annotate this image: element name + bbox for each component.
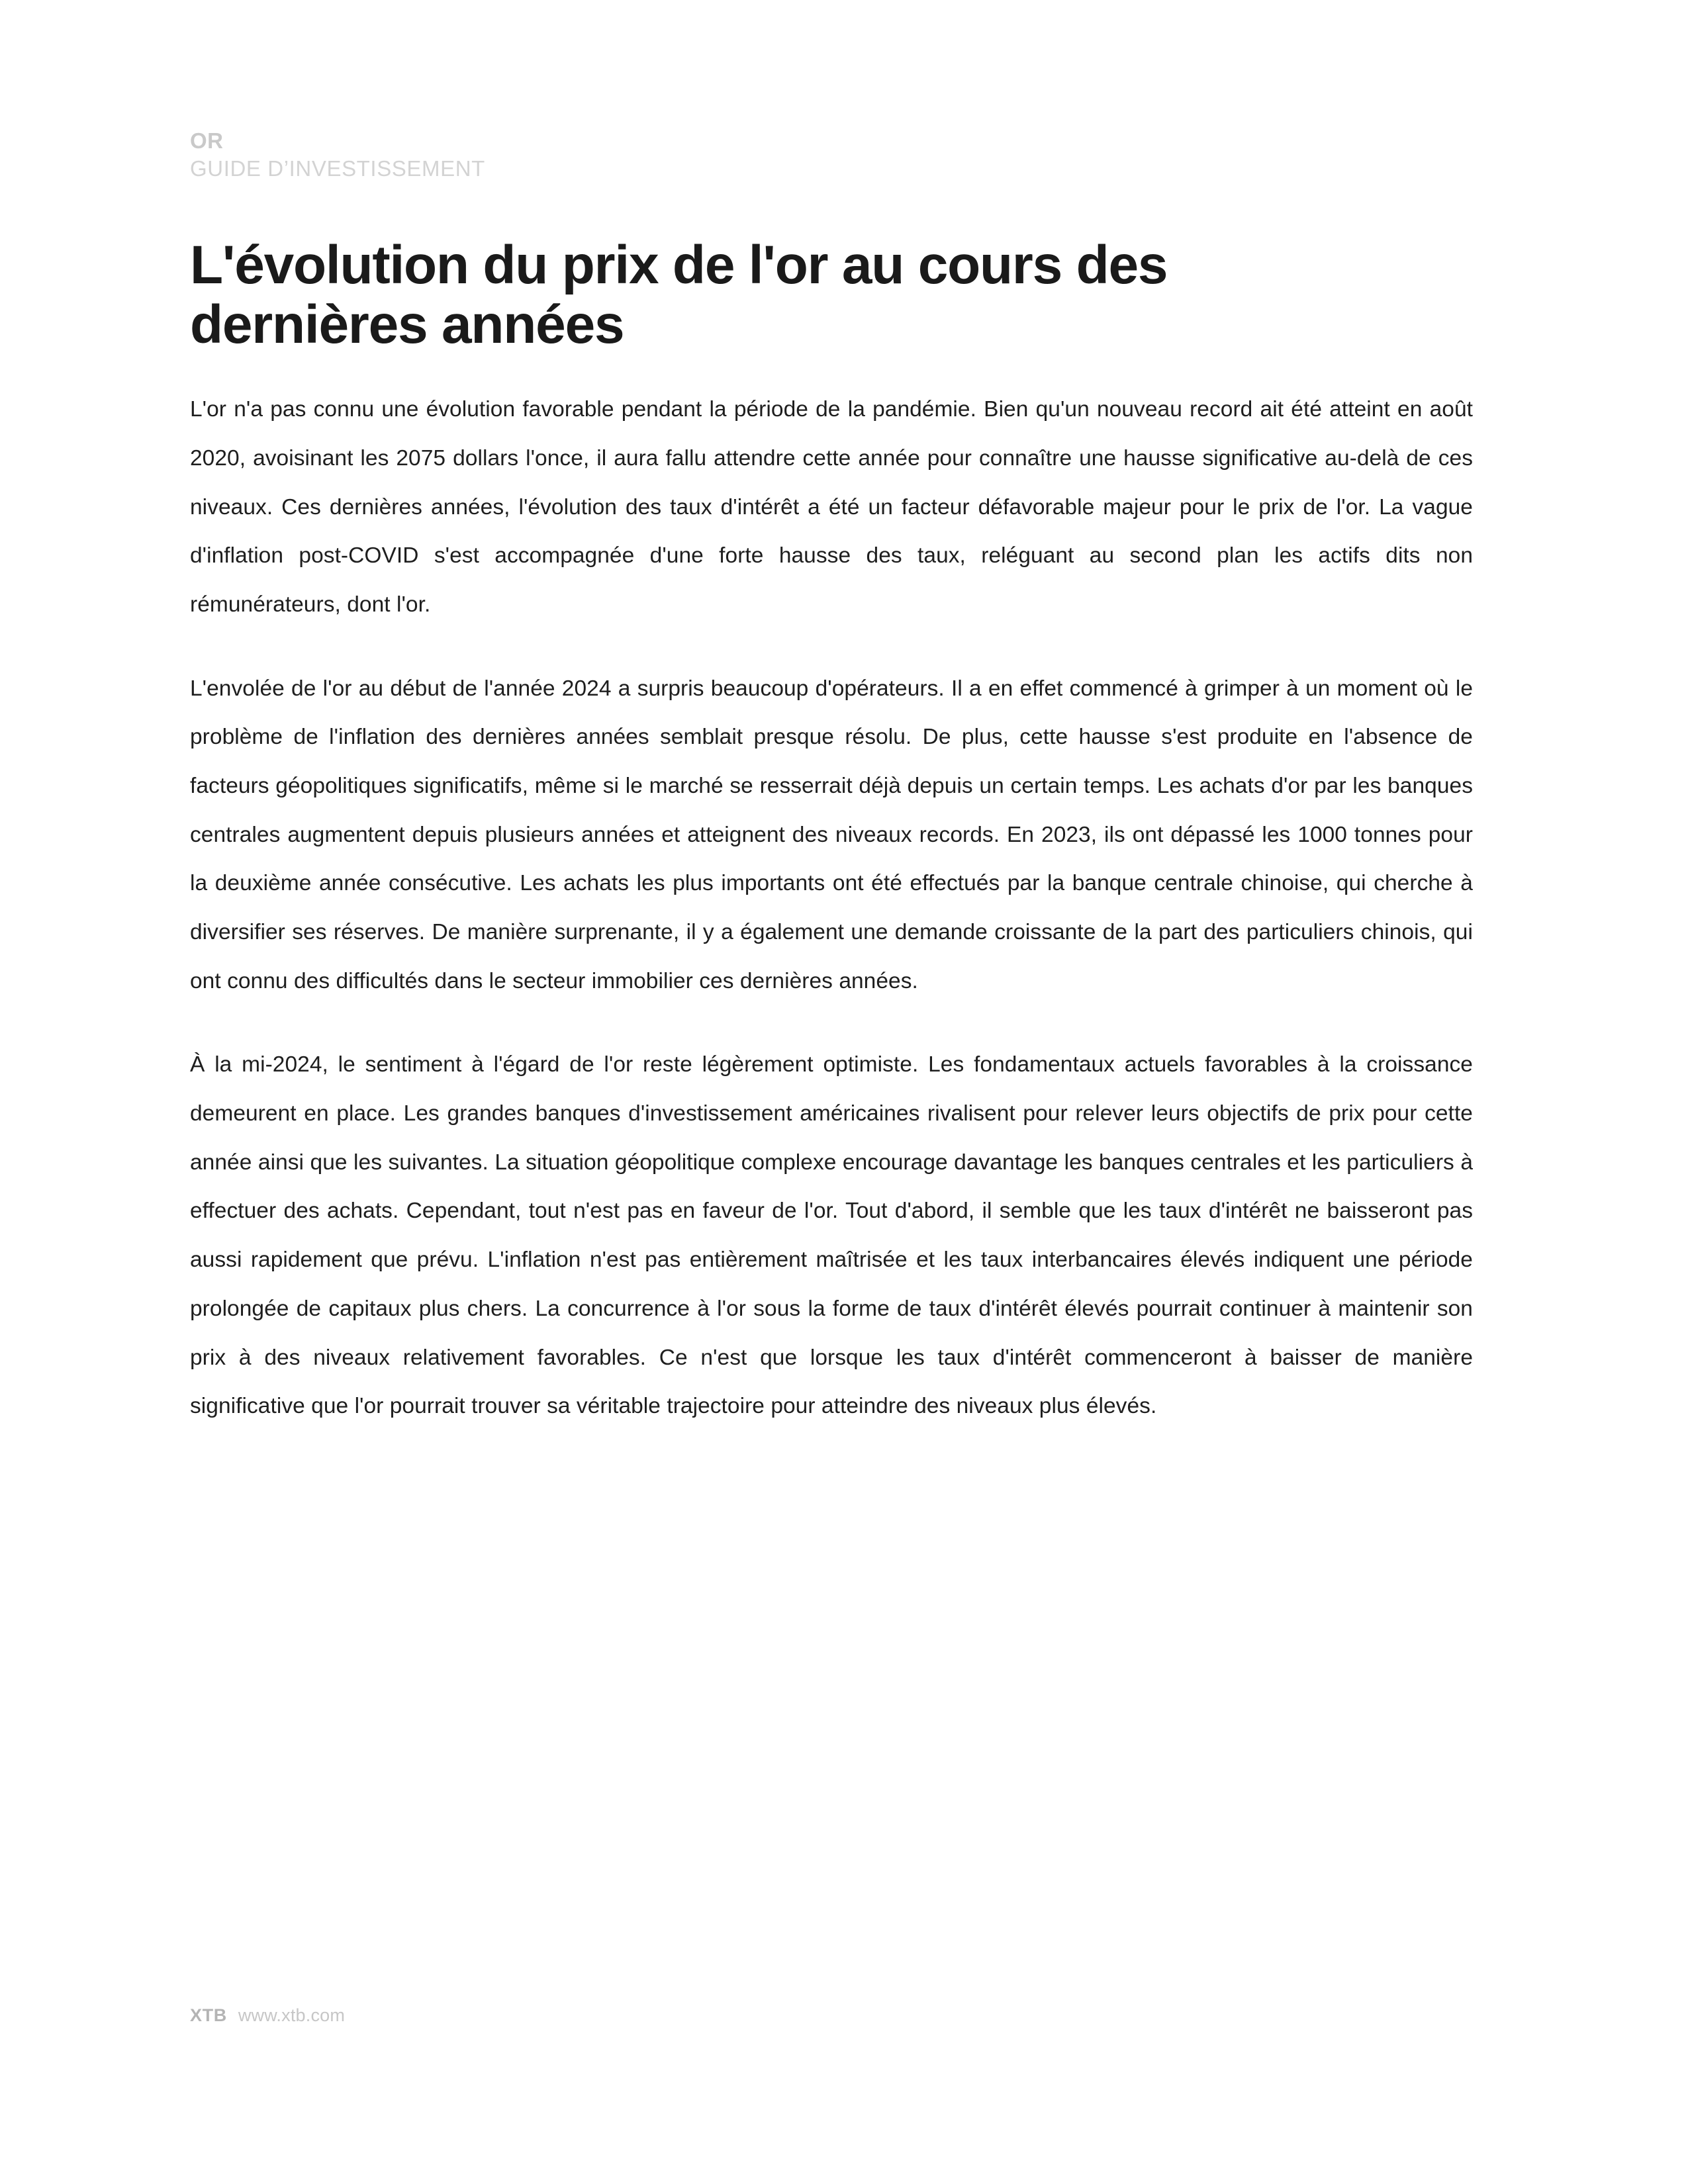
footer-website-url[interactable]: www.xtb.com xyxy=(238,2005,346,2025)
document-kicker xyxy=(190,127,1473,184)
body-paragraph-1: L'or n'a pas connu une évolution favorable pendant la période de la pandémie. Bien qu'un nouveau record ait été atteint en août 2020, avoisinant les 2075 dollars l'once, il aura fallu attendre cette année pour connaître une hausse significative au-delà de ces niveaux. Ces dernières années, l'évolution des taux d'intérêt a été un facteur défavorable majeur pour le prix de l'or. La vague d'inflation post-COVID s'est accompagnée d'une forte hausse des taux, reléguant au second plan les actifs dits non rémunérateurs, dont l'or. xyxy=(190,397,1473,617)
kicker-category: OR xyxy=(190,128,224,153)
article-body xyxy=(190,355,1473,1431)
body-paragraph-2: L'envolée de l'or au début de l'année 2024 a surpris beaucoup d'opérateurs. Il a en effet commencé à grimper à un moment où le problème de l'inflation des dernières années semblait presque résolu. De plus, cette hausse s'est produite en l'absence de facteurs géopolitiques significatifs, même si le marché se resserrait déjà depuis un certain temps. Les achats d'or par les banques centrales augmentent depuis plusieurs années et atteignent des niveaux records. En 2023, ils ont dépassé les 1000 tonnes pour la deuxième année consécutive. Les achats les plus importants ont été effectués par la banque centrale chinoise, qui cherche à diversifier ses réserves. De manière surprenante, il y a également une demande croissante de la part des particuliers chinois, qui ont connu des difficultés dans le secteur immobilier ces dernières années. xyxy=(190,676,1473,993)
body-paragraph-3: À la mi-2024, le sentiment à l'égard de l'or reste légèrement optimiste. Les fondamentaux actuels favorables à la croissance demeurent en place. Les grandes banques d'investissement américaines rivalisent pour relever leurs objectifs de prix pour cette année ainsi que les suivantes. La situation géopolitique complexe encourage davantage les banques centrales et les particuliers à effectuer des achats. Cependant, tout n'est pas en faveur de l'or. Tout d'abord, il semble que les taux d'intérêt ne baisseront pas aussi rapidement que prévu. L'inflation n'est pas entièrement maîtrisée et les taux interbancaires élevés indiquent une période prolongée de capitaux plus chers. La concurrence à l'or sous la forme de taux d'intérêt élevés pourrait continuer à maintenir son prix à des niveaux relativement favorables. Ce n'est que lorsque les taux d'intérêt commenceront à baisser de manière significative que l'or pourrait trouver sa véritable trajectoire pour atteindre des niveaux plus élevés. xyxy=(190,1052,1473,1419)
document-content xyxy=(190,0,1473,1431)
kicker-subtitle: GUIDE D’INVESTISSEMENT xyxy=(190,156,485,181)
page-footer xyxy=(190,2005,345,2026)
footer-brand-logo: XTB xyxy=(190,2005,227,2025)
page-title: L'évolution du prix de l'or au cours des dernières années xyxy=(190,234,1168,355)
